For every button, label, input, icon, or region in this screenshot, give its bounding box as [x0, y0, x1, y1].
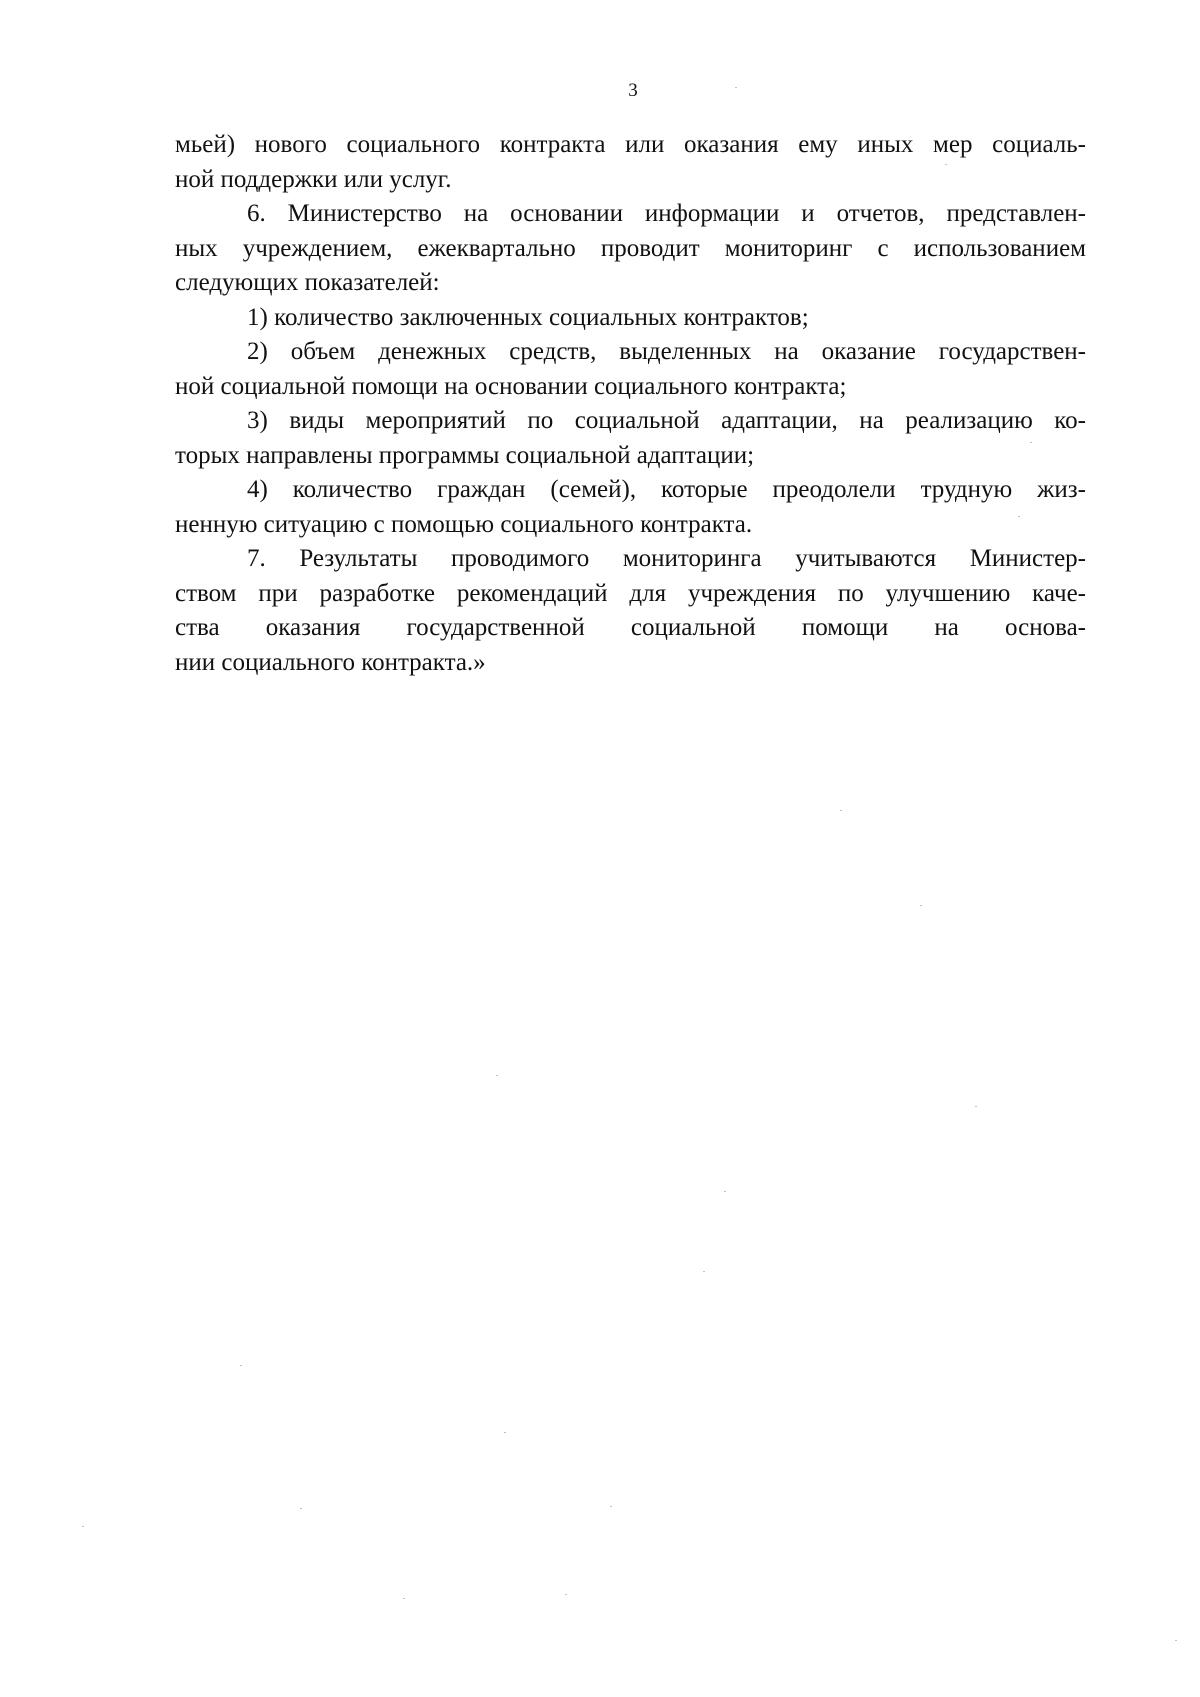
text-line: ством при разработке рекомендаций для учреждения по улучшению каче- [175, 579, 1086, 607]
text-line: следующих показателей: [175, 269, 440, 296]
scan-speck [945, 164, 947, 165]
scan-speck [703, 1271, 705, 1272]
scan-speck [975, 1106, 977, 1107]
scan-speck [1018, 516, 1020, 517]
scan-speck [403, 1598, 405, 1599]
text-line: мьей) нового социального контракта или оказания ему иных мер социаль- [175, 131, 1086, 158]
text-line: ства оказания государственной социальной помощи на основа- [175, 614, 1086, 641]
text-line: 2) объем денежных средств, выделенных на оказание государствен- [247, 338, 1086, 365]
scan-speck [496, 1075, 498, 1076]
scan-speck [565, 1594, 567, 1595]
text-line: ной социальной помощи на основании социального контракта; [175, 372, 847, 400]
text-line: торых направлены программы социальной адаптации; [175, 441, 755, 469]
text-line: нии социального контракта.» [175, 648, 486, 676]
text-line: 7. Результаты проводимого мониторинга учитываются Министер- [247, 545, 1086, 572]
text-line: 3) виды мероприятий по социальной адаптации, на реализацию ко- [247, 407, 1086, 434]
scan-speck [300, 1508, 302, 1509]
text-line: 6. Министерство на основании информации и отчетов, представлен- [247, 200, 1086, 227]
scan-speck [1030, 442, 1032, 443]
scan-speck [240, 1365, 242, 1366]
document-body [175, 128, 1086, 680]
text-line: 1) количество заключенных социальных контрактов; [247, 303, 809, 331]
text-line: ных учреждением, ежеквартально проводит мониторинг с использованием [175, 234, 1086, 262]
scan-speck [724, 1191, 726, 1192]
scan-speck [735, 87, 737, 88]
scan-speck [920, 905, 922, 906]
scan-speck [610, 1506, 612, 1507]
scan-speck [840, 810, 842, 811]
text-line: ненную ситуацию с помощью социального контракта. [175, 510, 753, 538]
page-number: 3 [628, 80, 638, 101]
text-line: ной поддержки или услуг. [175, 165, 452, 193]
scan-speck [82, 1526, 84, 1527]
scan-speck [504, 1432, 506, 1433]
text-line: 4) количество граждан (семей), которые преодолели трудную жиз- [247, 476, 1086, 503]
scan-speck [1175, 1640, 1177, 1641]
